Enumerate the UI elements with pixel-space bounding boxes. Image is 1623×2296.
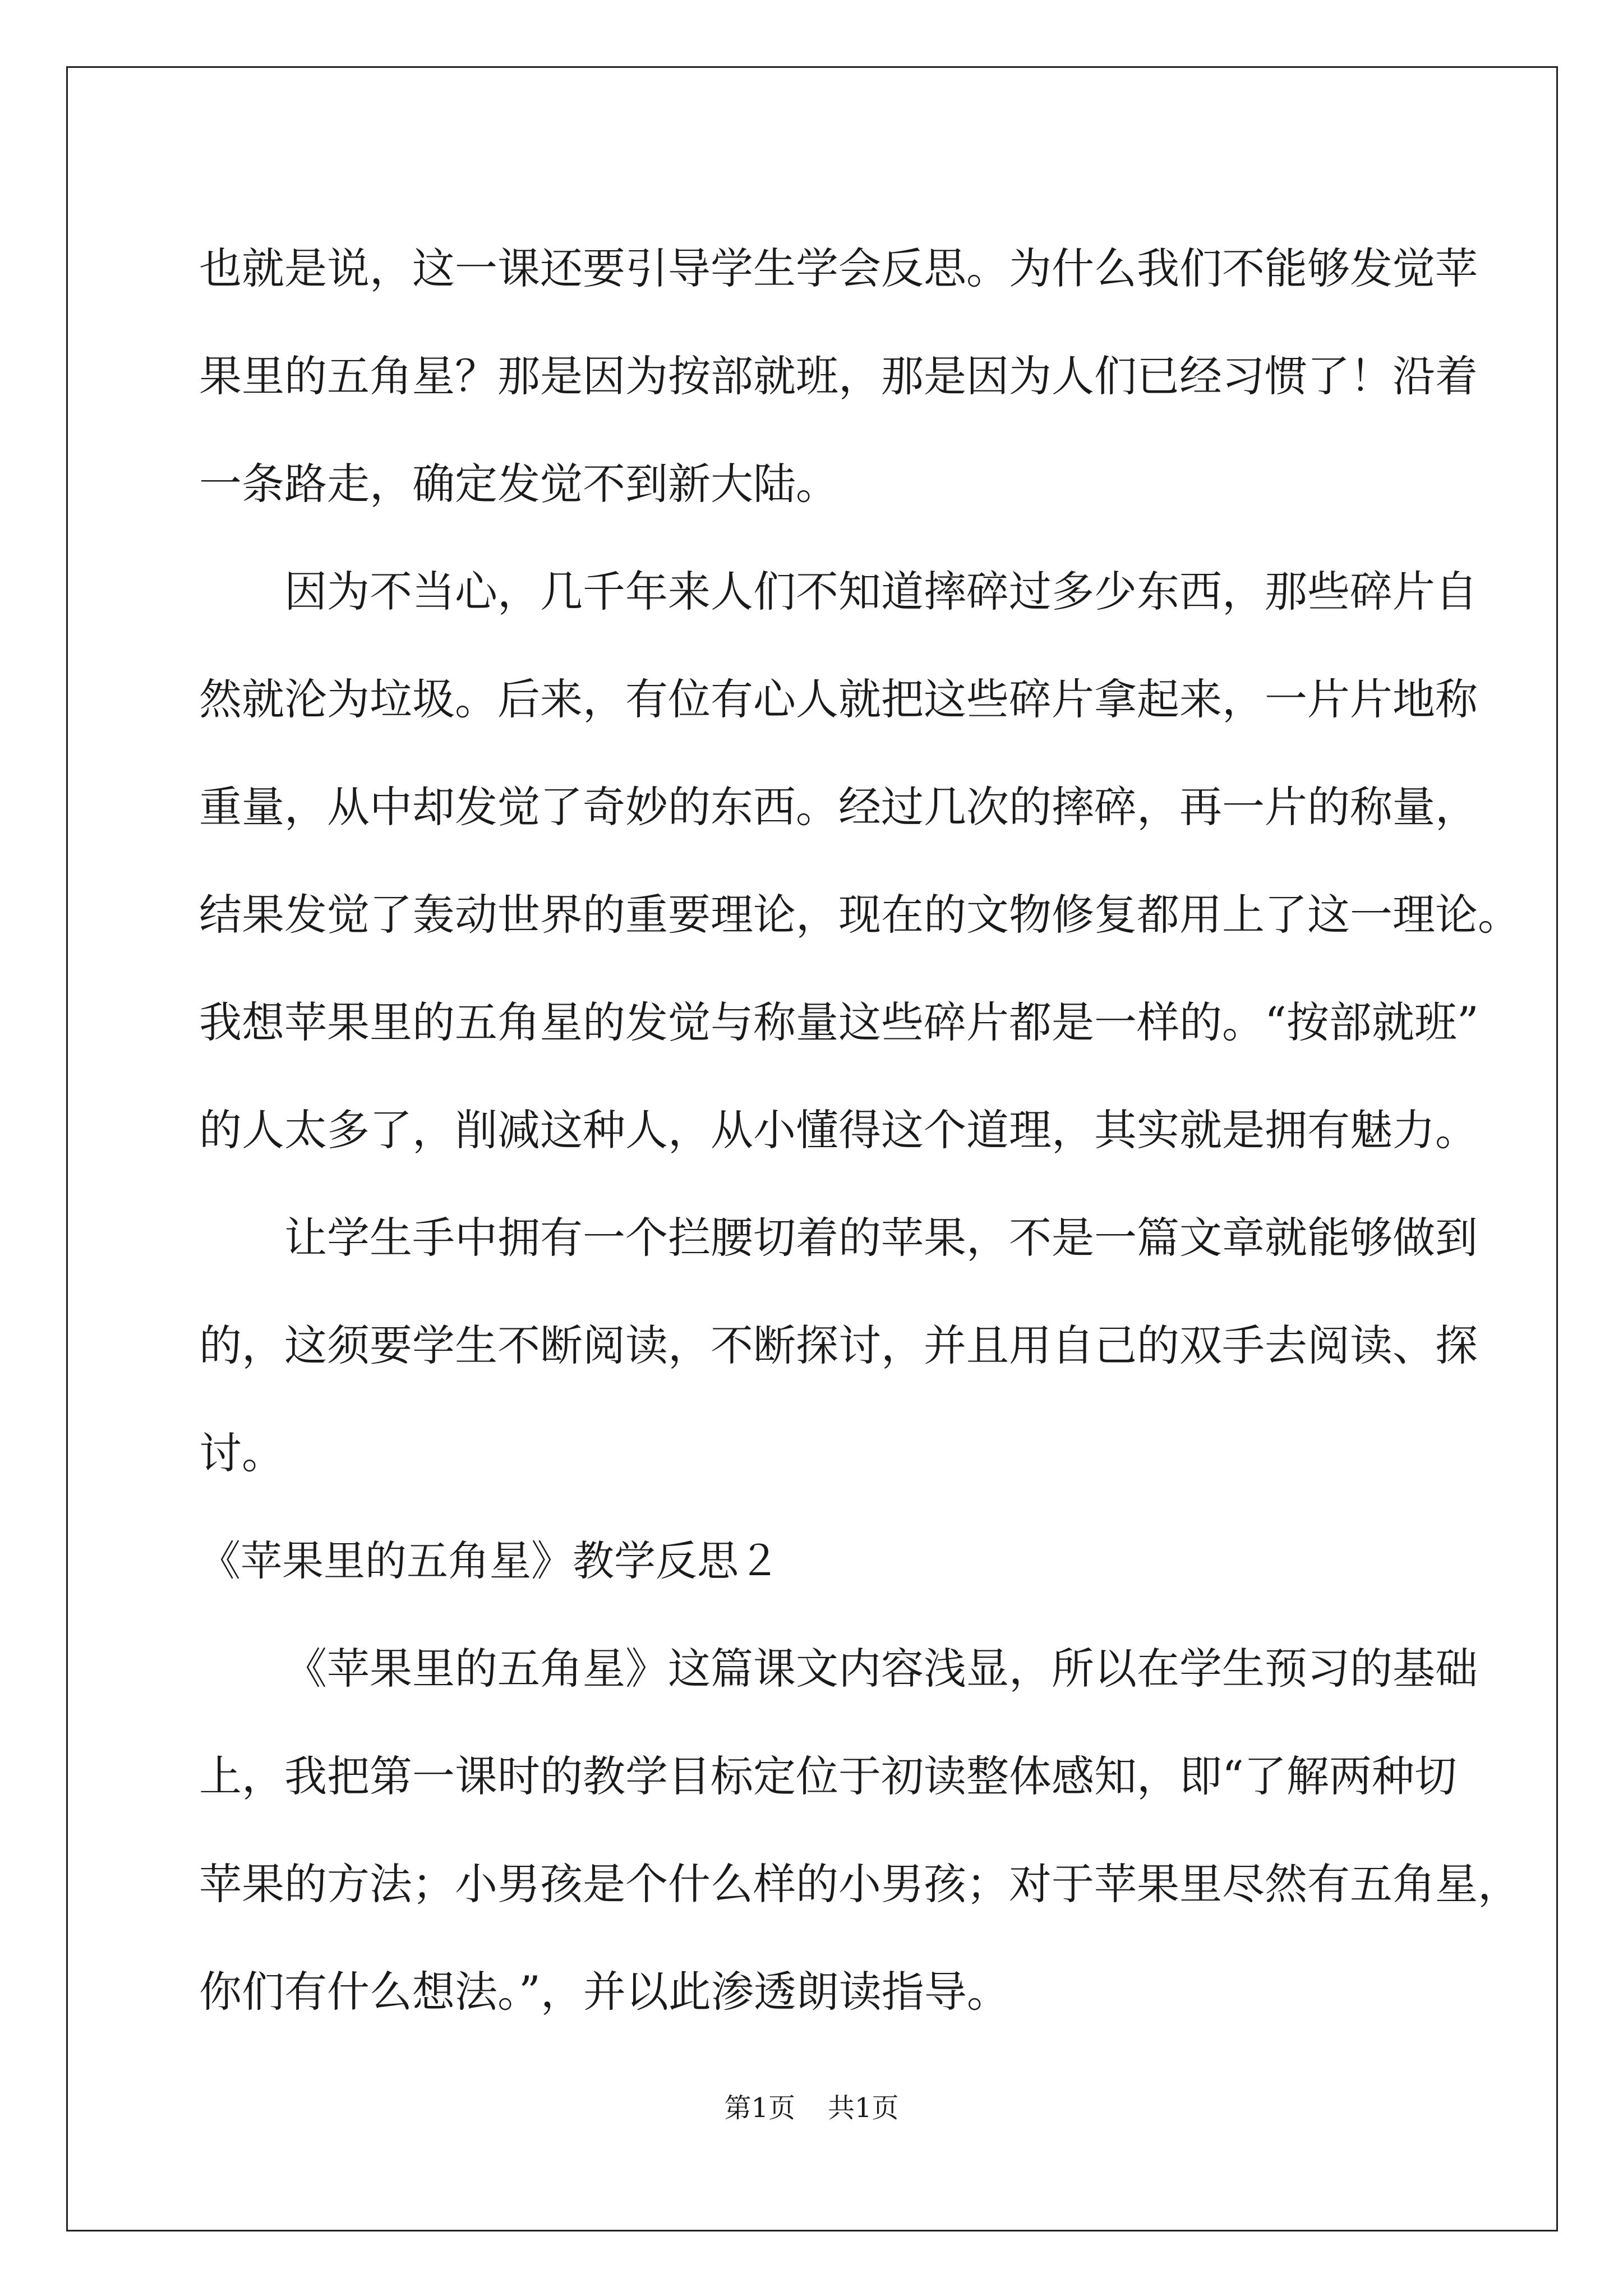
text-line: 的，这须要学生不断阅读，不断探讨，并且用自己的双手去阅读、探 [199,1320,1478,1370]
text-line: 然就沦为垃圾。后来，有位有心人就把这些碎片拿起来，一片片地称 [199,674,1478,724]
text-line: 讨。 [199,1428,284,1478]
text-line: 的人太多了，削减这种人，从小懂得这个道理，其实就是拥有魅力。 [199,1105,1478,1155]
text-line: 也就是说，这一课还要引导学生学会反思。为什么我们不能够发觉苹 [199,243,1478,293]
text-line: 我想苹果里的五角星的发觉与称量这些碎片都是一样的。“按部就班” [199,997,1479,1047]
text-line: 一条路走，确定发觉不到新大陆。 [199,459,838,509]
text-line: 结果发觉了轰动世界的重要理论，现在的文物修复都用上了这一理论。 [199,890,1520,940]
text-line: 重量，从中却发觉了奇妙的东西。经过几次的摔碎，再一片的称量， [199,782,1478,832]
section-heading: 《苹果里的五角星》教学反思２ [199,1537,780,1585]
text-line: 苹果的方法；小男孩是个什么样的小男孩；对于苹果里尽然有五角星， [199,1859,1520,1909]
text-line: 果里的五角星？那是因为按部就班，那是因为人们已经习惯了！沿着 [199,351,1478,401]
page-total: 共1页 [828,2092,899,2124]
paragraph-start-line: 《苹果里的五角星》这篇课文内容浅显，所以在学生预习的基础 [284,1644,1478,1694]
paragraph-start-line: 因为不当心，几千年来人们不知道摔碎过多少东西，那些碎片自 [284,567,1478,616]
page-footer [0,2091,1623,2125]
page-number: 第1页 [724,2092,795,2124]
text-line: 你们有什么想法。”，并以此渗透朗读指导。 [199,1967,1009,2017]
paragraph-start-line: 让学生手中拥有一个拦腰切着的苹果，不是一篇文章就能够做到 [284,1213,1478,1263]
text-line: 上，我把第一课时的教学目标定位于初读整体感知，即“了解两种切 [199,1751,1457,1801]
document-body [199,215,1520,2046]
